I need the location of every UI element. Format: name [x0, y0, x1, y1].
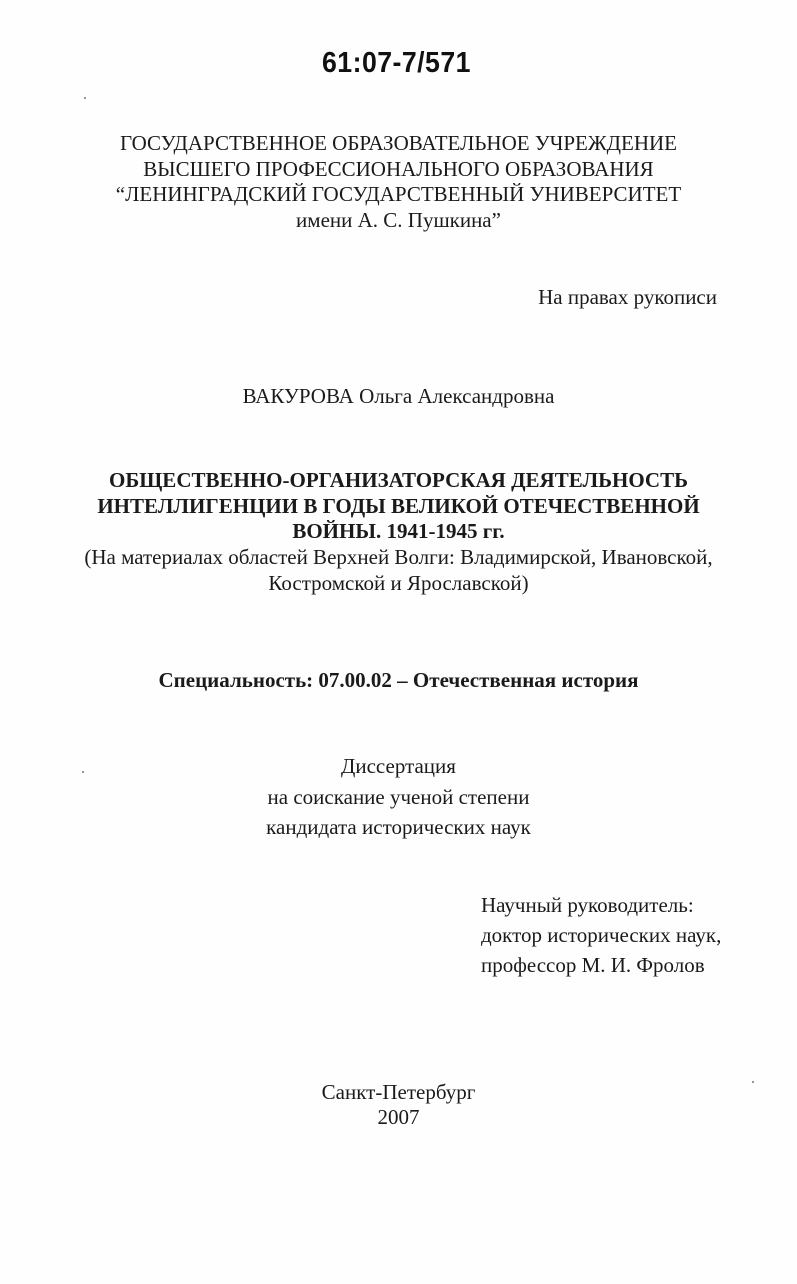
scan-speck [752, 1081, 754, 1083]
archive-stamp: 61:07-7/571 [322, 47, 471, 79]
title-line-1: ОБЩЕСТВЕННО-ОРГАНИЗАТОРСКАЯ ДЕЯТЕЛЬНОСТЬ [109, 468, 688, 492]
year: 2007 [377, 1105, 420, 1129]
dissertation-line-2: на соискание ученой степени [267, 785, 530, 809]
supervisor-line-2: доктор исторических наук, [481, 923, 722, 947]
scan-speck [84, 97, 86, 99]
title-line-3: ВОЙНЫ. 1941-1945 гг. [292, 519, 505, 543]
institution-line-2: ВЫСШЕГО ПРОФЕССИОНАЛЬНОГО ОБРАЗОВАНИЯ [143, 157, 654, 181]
scan-speck [82, 771, 84, 773]
supervisor-line-1: Научный руководитель: [481, 893, 694, 917]
city: Санкт-Петербург [321, 1080, 476, 1104]
title-line-2: ИНТЕЛЛИГЕНЦИИ В ГОДЫ ВЕЛИКОЙ ОТЕЧЕСТВЕННОЙ [97, 494, 700, 518]
supervisor-line-3: профессор М. И. Фролов [481, 953, 705, 977]
dissertation-line-3: кандидата исторических наук [266, 815, 531, 839]
manuscript-note: На правах рукописи [538, 285, 717, 309]
institution-line-4: имени А. С. Пушкина” [296, 208, 501, 232]
specialty: Специальность: 07.00.02 – Отечественная история [158, 668, 639, 692]
institution-line-1: ГОСУДАРСТВЕННОЕ ОБРАЗОВАТЕЛЬНОЕ УЧРЕЖДЕНИЕ [120, 131, 677, 155]
author-name: ВАКУРОВА Ольга Александровна [242, 384, 555, 408]
subtitle-line-1: (На материалах областей Верхней Волги: Владимирской, Ивановской, [84, 545, 713, 569]
dissertation-line-1: Диссертация [341, 754, 456, 778]
institution-line-3: “ЛЕНИНГРАДСКИЙ ГОСУДАРСТВЕННЫЙ УНИВЕРСИТЕТ [115, 182, 682, 206]
subtitle-line-2: Костромской и Ярославской) [268, 571, 529, 595]
